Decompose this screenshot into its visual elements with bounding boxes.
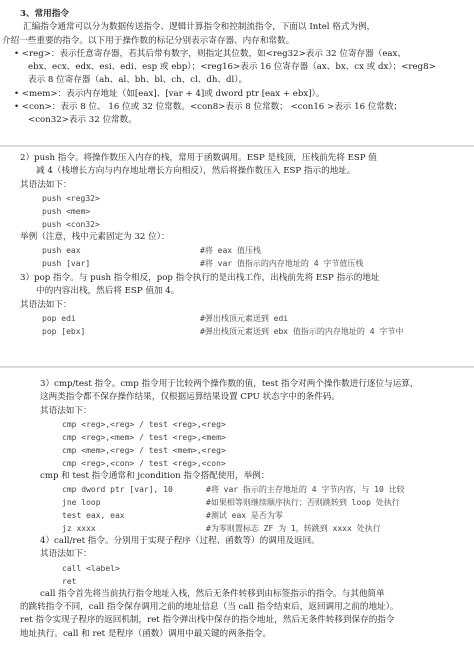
code-line: push <reg32> [42,193,100,203]
code-line: cmp <mem>,<reg> / test <mem>,<reg> [62,445,226,455]
push-title-cont: 减 4（栈增长方向与内存地址增长方向相反），然后将操作数压入 ESP 指示的地址。 [36,166,356,177]
code-line: cmp <reg>,<con> / test <reg>,<con> [62,458,226,468]
code-example-row: push eax #将 eax 值压栈 [42,246,261,256]
section-push-pop [0,152,474,338]
syntax-label: 其语法如下： [20,299,72,310]
page-divider [0,366,474,368]
section-common-instructions [0,8,474,128]
syntax-label: 其语法如下： [20,179,72,190]
pop-title-cont: 中的内容出栈，然后将 ESP 值加 4。 [36,286,180,297]
code-line: call <label> [62,563,120,573]
bullet-reg: • <reg>：表示任意寄存器，若其后带有数字，则指定其位数，如<reg32>表示 32 位寄存器（eax、 [14,48,406,59]
code-line: ret [62,576,77,586]
code-line: cmp <reg>,<mem> / test <reg>,<mem> [62,432,226,442]
call-desc-cont: 地址执行。call 和 ret 是程序（函数）调用中最关键的两条指令。 [20,628,272,639]
call-desc: call 指令首先将当前执行指令地址入栈，然后无条件转移到由标签指示的指令。与其他简单 [40,588,385,599]
syntax-label: 其语法如下： [40,549,92,560]
cmp-note: cmp 和 test 指令通常和 jcondition 指令搭配使用，举例： [40,470,270,481]
pop-title: 3）pop 指令。与 push 指令相反，pop 指令执行的是出栈工作，出栈前先将 ESP 指示的地址 [20,273,380,284]
section-cmp-call [0,378,474,641]
code-example-row: pop [ebx] #弹出栈顶元素送到 ebx 值指示的内存地址的 4 字节中 [42,327,404,337]
code-line: push <mem> [42,206,91,216]
code-example-row: jne loop #如果相等则继续顺序执行；否则跳转到 loop 处执行 [62,498,400,508]
code-example-row: push [var] #将 var 值指示的内存地址的 4 字节值压栈 [42,259,364,269]
code-example-row: cmp dword ptr [var], 10 #将 var 指示的主存地址的 4 字节内容，与 10 比较 [62,485,405,495]
syntax-label: 其语法如下： [40,405,92,416]
code-example-row: pop edi #弹出栈顶元素送到 edi [42,314,289,324]
bullet-con-cont: <con32>表示 32 位常数。 [28,115,137,126]
code-line: push <con32> [42,219,100,229]
code-example-row: test eax, eax #测试 eax 是否为零 [62,511,283,521]
cmp-title: 3）cmp/test 指令。cmp 指令用于比较两个操作数的值，test 指令对两个操作数进行逐位与运算， [40,379,419,389]
intro-line: 介绍一些重要的指令。以下用于操作数的标记分别表示寄存器、内存和常数。 [2,35,295,46]
intro-line: 汇编指令通常可以分为数据传送指令、逻辑计算指令和控制流指令，下面以 Intel 格式为例， [23,22,376,33]
bullet-mem: • <mem>：表示内存地址（如[eax]、[var + 4]或 dword ptr [eax + ebx]）。 [14,88,325,99]
example-label: 举例（注意，栈中元素固定为 32 位）： [20,231,170,242]
bullet-reg-cont: ebx、ecx、edx、esi、edi、esp 或 ebp）；<reg16>表示 16 位寄存器（ax、bx、cx 或 dx）；<reg8> [28,62,436,73]
bullet-reg-cont: 表示 8 位寄存器（ah、al、bh、bl、ch、cl、dh、dl）。 [28,75,248,86]
page-divider [0,145,474,147]
call-desc-cont: 的跳转指令不同，call 指令保存调用之前的地址信息（当 call 指令结束后，返回调用之前的地址）。 [20,602,399,613]
code-line: cmp <reg>,<reg> / test <reg>,<reg> [62,419,226,429]
code-example-row: jz xxxx #为零则置标志 ZF 为 1，转跳到 xxxx 处执行 [62,524,381,534]
call-desc-cont: ret 指令实现子程序的返回机制，ret 指令弹出栈中保存的指令地址，然后无条件转移到保存的指令 [20,615,395,626]
push-title: 2）push 指令。将操作数压入内存的栈，常用于函数调用。ESP 是栈顶，压栈前先将 ESP 值 [20,153,377,163]
bullet-con: • <con>：表示 8 位、 16 位或 32 位常数。<con8>表示 8 位常数； <con16 >表示 16 位常数； [14,102,403,113]
call-title: 4）call/ret 指令。分别用于实现子程序（过程、函数等）的调用及返回。 [40,536,320,547]
cmp-title-cont: 这两类指令都不保存操作结果，仅根据运算结果设置 CPU 状态字中的条件码。 [40,392,340,403]
section-heading: 3、常用指令 [20,9,69,19]
